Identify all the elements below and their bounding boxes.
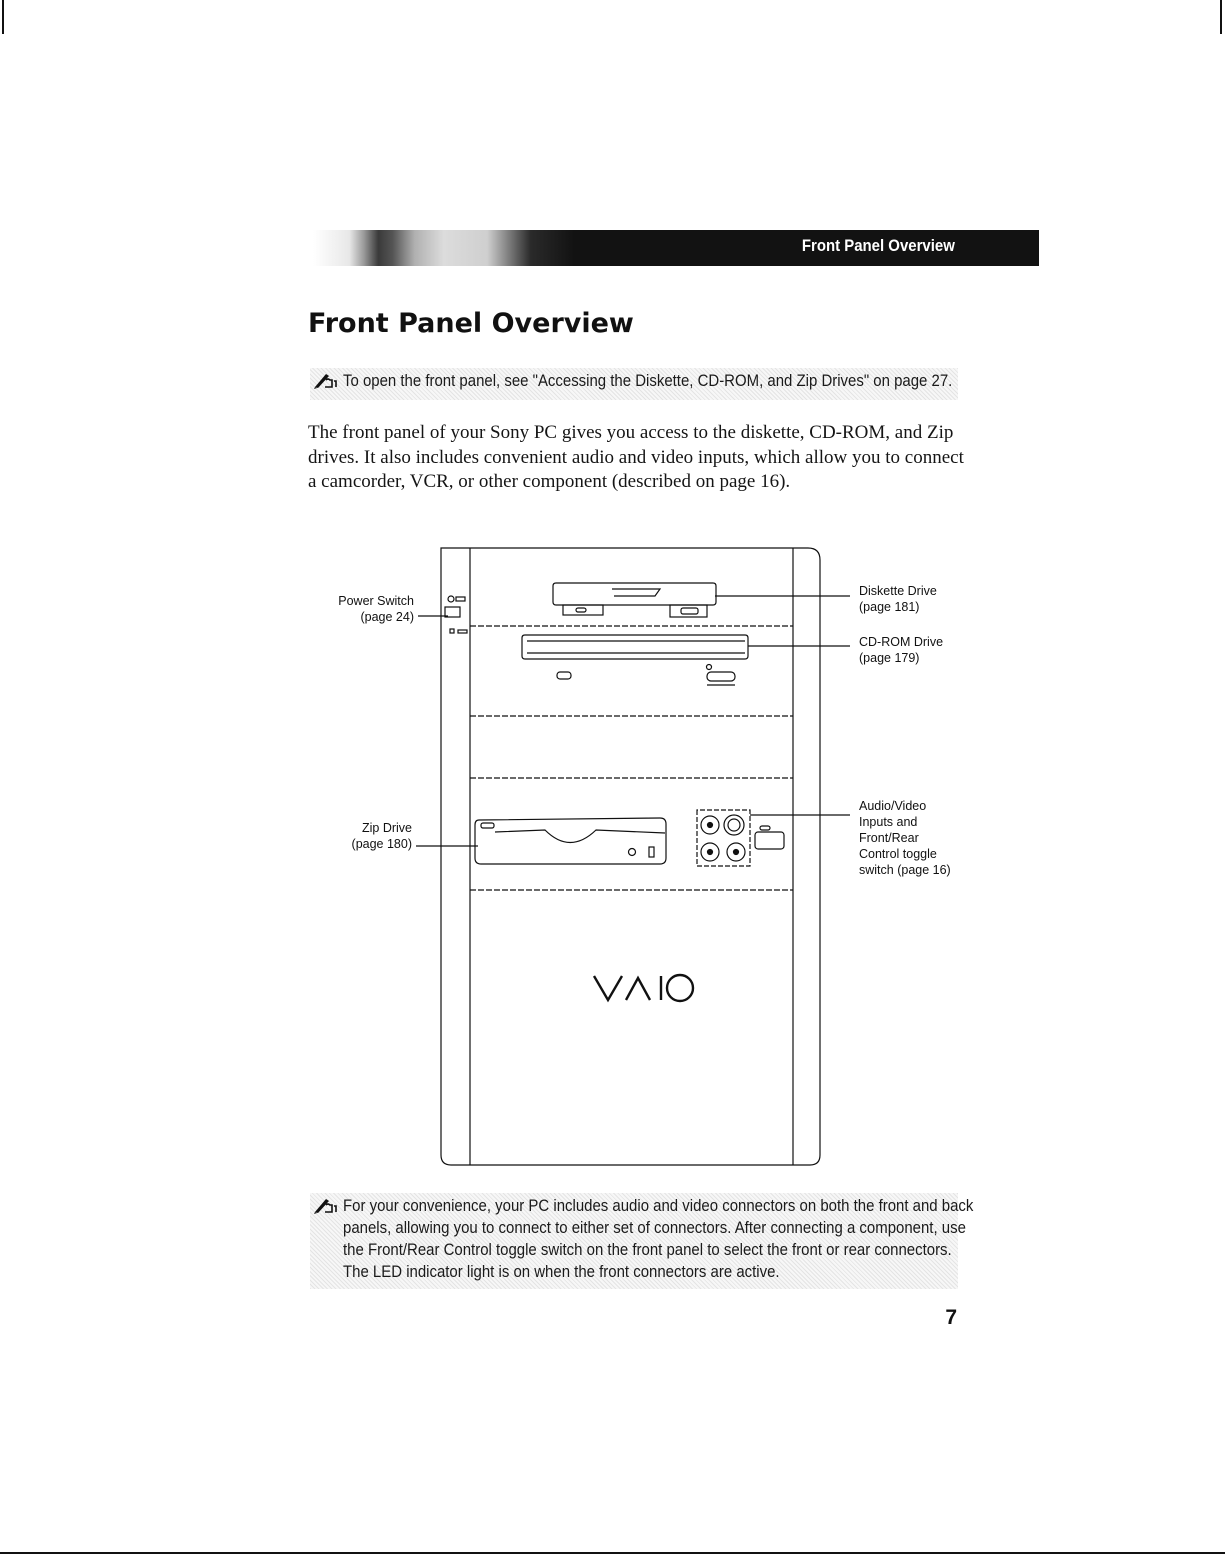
note-bottom-text: For your convenience, your PC includes audio and video connectors on both the front and back panels, allowing you to connect to either set of connectors. After connecting a component, use the Front/Rear Control toggle switch on the front panel to select the front or rear connectors. The LED indicator light is on when the front connectors are active. — [343, 1196, 974, 1281]
zip-drive-slot — [475, 818, 666, 864]
cdrom-drive-tray — [522, 635, 748, 685]
callout-power-switch-line1: Power Switch — [338, 594, 414, 608]
page-title: Front Panel Overview — [308, 308, 634, 339]
callout-cdrom-drive-line2: (page 179) — [859, 651, 920, 665]
callout-power-switch-line2: (page 24) — [360, 610, 414, 624]
callout-audio-video-line2: Inputs and — [859, 815, 918, 829]
callout-diskette-drive-line2: (page 181) — [859, 600, 920, 614]
note-bottom — [310, 1193, 974, 1289]
diskette-drive-slot — [553, 583, 716, 617]
intro-paragraph: The front panel of your Sony PC gives you access to the diskette, CD-ROM, and Zip drives. It also includes convenient audio and video inputs, which allow you to connect a camcorder, VCR, or other component (described on page 16). — [308, 422, 964, 492]
pencil-note-icon — [312, 1195, 340, 1215]
note-top-text: To open the front panel, see "Accessing the Diskette, CD-ROM, and Zip Drives" on page 27. — [343, 371, 953, 390]
callout-zip-drive-line2: (page 180) — [351, 837, 412, 851]
page-number: 7 — [945, 1306, 957, 1329]
callout-audio-video-line3: Front/Rear — [859, 831, 919, 845]
callout-audio-video — [859, 798, 951, 878]
running-header-label: Front Panel Overview — [802, 236, 955, 255]
callout-leaders — [416, 596, 850, 846]
callout-cdrom-drive-line1: CD-ROM Drive — [859, 635, 944, 649]
bottom-rule — [0, 1552, 1225, 1554]
power-switch — [445, 596, 467, 633]
callout-power-switch — [322, 593, 414, 625]
callout-zip-drive-line1: Zip Drive — [361, 821, 412, 835]
callout-audio-video-line1: Audio/Video — [859, 799, 927, 813]
callout-audio-video-line5: switch (page 16) — [859, 863, 951, 877]
callout-cdrom-drive — [859, 634, 943, 666]
callout-audio-video-line4: Control toggle — [859, 847, 937, 861]
callout-zip-drive — [322, 820, 412, 852]
vaio-logo — [592, 970, 696, 1010]
audio-video-inputs — [697, 810, 784, 866]
callout-diskette-drive — [859, 583, 937, 615]
callout-diskette-drive-line1: Diskette Drive — [859, 584, 937, 598]
